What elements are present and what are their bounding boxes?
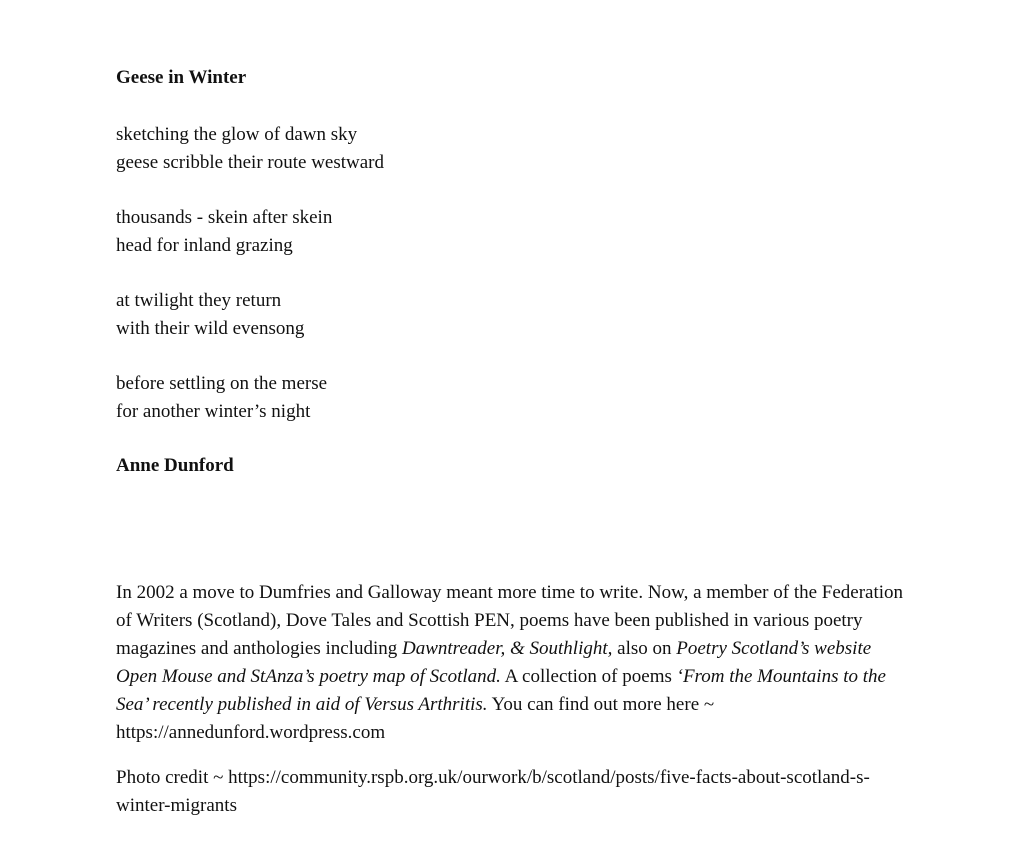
stanza-2 [116,204,384,259]
bio-italic-collection: ‘From the Mountains to the Sea’ recently published in aid of Versus Arthritis. [116,666,886,715]
poem-line: thousands - skein after skein [116,207,333,228]
poem-line: with their wild evensong [116,317,305,339]
poem-line: at twilight they return [116,290,282,311]
stanza-3 [116,287,384,342]
photo-credit: Photo credit ~ https://community.rspb.org.uk/ourwork/b/scotland/posts/five-facts-about-scotland-s-winter-migrants [116,767,870,816]
stanza-1 [116,121,384,176]
poem-line: geese scribble their route westward [116,151,385,173]
poem-line: for another winter’s night [116,400,311,422]
bio-text: also on [612,638,677,659]
author-bio [116,579,916,747]
bio-text: You can find out more here ~ https://annedunford.wordpress.com [116,694,715,743]
poem-author: Anne Dunford [116,455,234,476]
poem-line: before settling on the merse [116,373,328,394]
bio-text: In 2002 a move to Dumfries and Galloway meant more time to write. Now, a member of the Federation of Writers (Scotland), Dove Tales and Scottish PEN, poems have been published in various poetry magazines and anthologies including [116,582,904,659]
stanza-4 [116,370,384,425]
bio-italic-publications: Dawntreader, & Southlight, [401,638,613,659]
poem-line: head for inland grazing [116,234,293,256]
poem-line: sketching the glow of dawn sky [116,124,358,145]
bio-italic-websites: Poetry Scotland’s website Open Mouse and StAnza’s poetry map of Scotland. [116,638,872,687]
poem-title: Geese in Winter [116,67,247,88]
bio-text: A collection of poems [500,666,677,687]
poem-body [116,121,384,453]
